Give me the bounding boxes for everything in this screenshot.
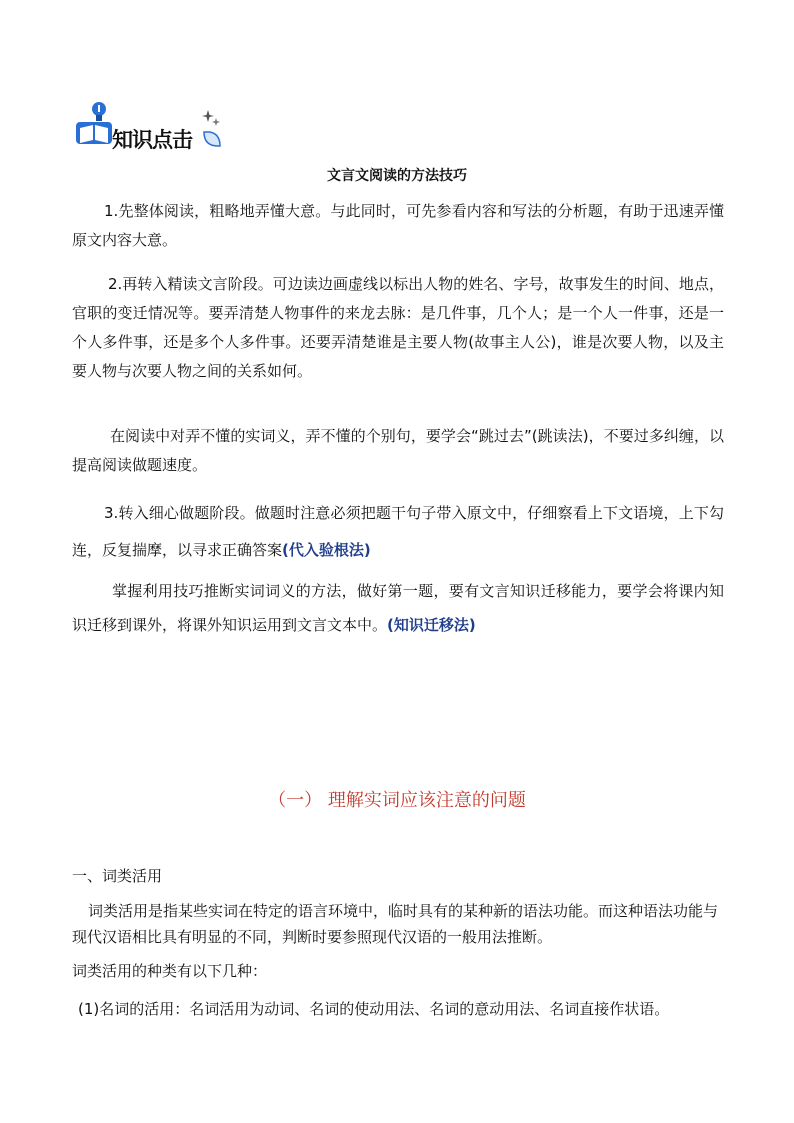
part-body: 词类活用是指某些实词在特定的语言环境中，临时具有的某种新的语法功能。而这种语法功能与现代汉语相比具有明显的不同，判断时要参照现代汉语的一般用法推断。 xyxy=(72,902,719,946)
part-kinds: 词类活用的种类有以下几种： xyxy=(72,962,268,980)
section-title: （一） 理解实词应该注意的问题 xyxy=(268,790,526,811)
paragraph-4-text: 3.转入细心做题阶段。做题时注意必须把题干句子带入原文中，仔细察看上下文语境，上下勾连，反复揣摩，以寻求正确答案 xyxy=(72,504,724,559)
paragraph-2: 2.再转入精读文言阶段。可边读边画虚线以标出人物的姓名、字号，故事发生的时间、地点，官职的变迁情况等。要弄清楚人物事件的来龙去脉：是几件事，几个人；是一个人一件事，还是一个人多件事，还是多个人多件事。还要弄清楚谁是主要人物(故事主人公)，谁是次要人物，以及主要人物与次要人物之间的关系如何。 xyxy=(72,275,724,380)
part-heading: 一、词类活用 xyxy=(72,867,163,885)
list-item-1: (1)名词的活用：名词活用为动词、名词的使动用法、名词的意动用法、名词直接作状语。 xyxy=(78,1000,670,1018)
method-tag-transfer: (知识迁移法) xyxy=(387,616,476,634)
paragraph-3: 在阅读中对弄不懂的实词义，弄不懂的个别句，要学会“跳过去”(跳读法)，不要过多纠缠，以提高阅读做题速度。 xyxy=(72,427,724,474)
knowledge-badge xyxy=(74,100,224,152)
paragraph-1: 1.先整体阅读，粗略地弄懂大意。与此同时，可先参看内容和写法的分析题，有助于迅速弄懂原文内容大意。 xyxy=(72,202,724,249)
book-lightbulb-icon xyxy=(74,100,114,148)
method-tag-substitution: (代入验根法) xyxy=(282,541,371,559)
paragraph-4 xyxy=(72,495,724,569)
paragraph-5-text: 掌握利用技巧推断实词词义的方法，做好第一题，要有文言知识迁移能力，要学会将课内知识迁移到课外，将课外知识运用到文言文本中。 xyxy=(72,582,724,634)
sparkle-icon xyxy=(200,108,222,148)
document-title: 文言文阅读的方法技巧 xyxy=(327,168,467,184)
paragraph-5 xyxy=(72,574,724,642)
badge-title: 知识点击 xyxy=(112,127,192,152)
